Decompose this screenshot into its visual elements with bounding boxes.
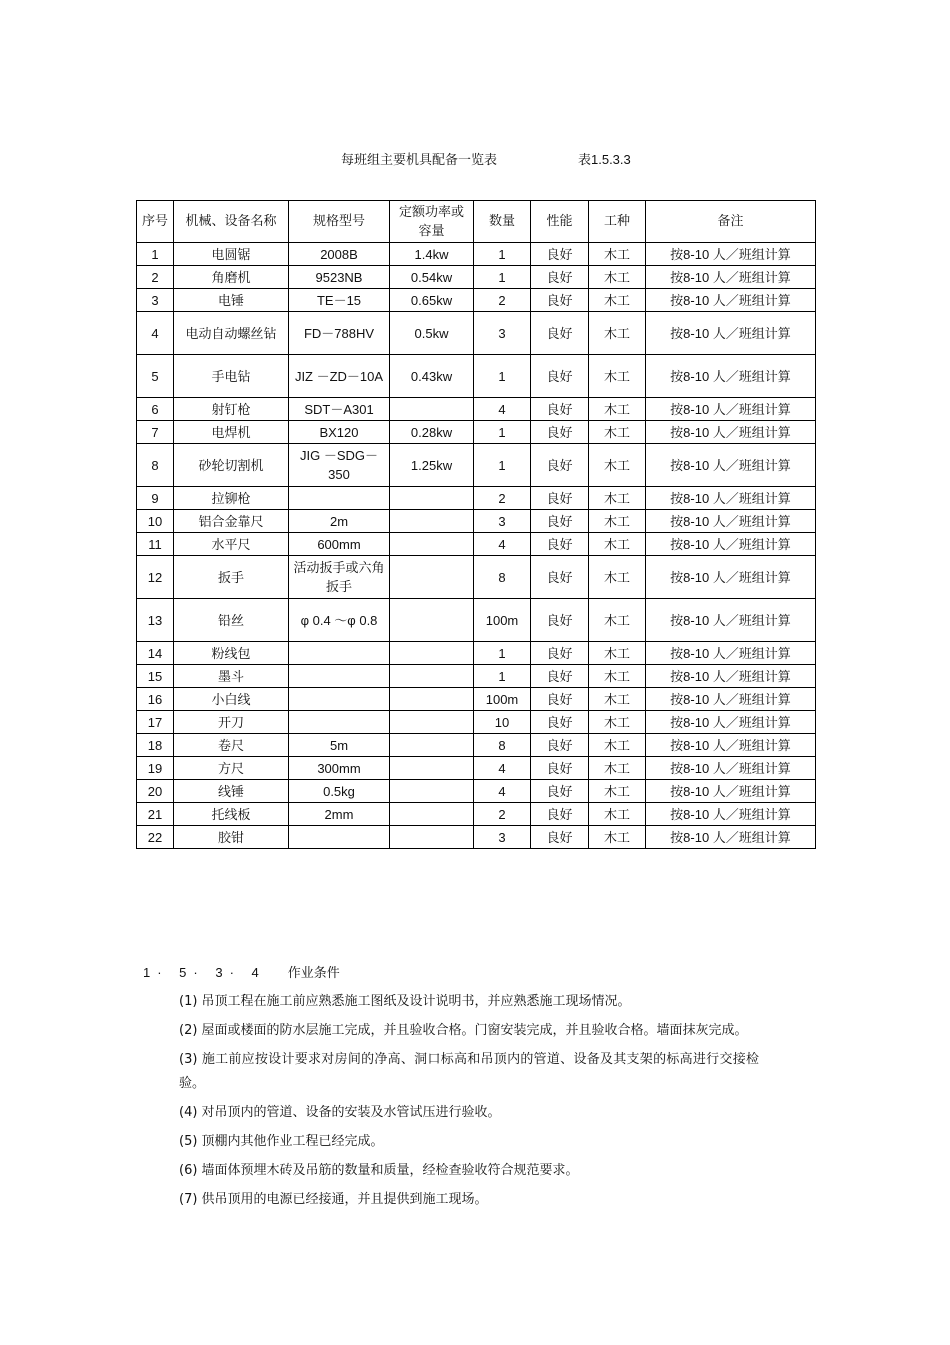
table-number: 表1.5.3.3	[578, 152, 631, 167]
table-cell: 1	[474, 444, 531, 487]
table-cell: 0.28kw	[390, 421, 474, 444]
table-cell: 良好	[531, 556, 589, 599]
table-cell	[390, 398, 474, 421]
table-cell: 按8-10 人／班组计算	[646, 421, 816, 444]
table-cell: 按8-10 人／班组计算	[646, 510, 816, 533]
table-cell: 按8-10 人／班组计算	[646, 556, 816, 599]
table-row	[137, 312, 816, 355]
table-cell	[289, 487, 390, 510]
table-row	[137, 444, 816, 487]
table-cell: 木工	[589, 599, 646, 642]
table-cell	[390, 487, 474, 510]
table-row	[137, 688, 816, 711]
header-cell: 备注	[646, 201, 816, 243]
table-cell: 铝合金靠尺	[174, 510, 289, 533]
table-row	[137, 421, 816, 444]
table-cell: 9	[137, 487, 174, 510]
table-cell: 开刀	[174, 711, 289, 734]
table-cell: 良好	[531, 289, 589, 312]
table-cell: 2m	[289, 510, 390, 533]
table-cell: 良好	[531, 266, 589, 289]
table-cell: 木工	[589, 757, 646, 780]
table-row	[137, 826, 816, 849]
table-row	[137, 757, 816, 780]
table-cell: 14	[137, 642, 174, 665]
table-cell: 按8-10 人／班组计算	[646, 533, 816, 556]
table-row	[137, 398, 816, 421]
table-cell	[390, 665, 474, 688]
table-cell: 20	[137, 780, 174, 803]
conditions-list	[179, 990, 759, 1217]
table-cell: 电圆锯	[174, 243, 289, 266]
table-cell: 2	[474, 487, 531, 510]
table-cell: 100m	[474, 688, 531, 711]
table-header-row	[137, 201, 816, 243]
table-cell: 木工	[589, 803, 646, 826]
table-cell: 木工	[589, 444, 646, 487]
table-cell	[390, 734, 474, 757]
table-cell: 良好	[531, 312, 589, 355]
table-cell	[289, 711, 390, 734]
table-cell: 10	[474, 711, 531, 734]
table-row	[137, 556, 816, 599]
table-cell: 木工	[589, 533, 646, 556]
table-cell: 木工	[589, 826, 646, 849]
table-cell	[390, 510, 474, 533]
table-cell: 按8-10 人／班组计算	[646, 757, 816, 780]
table-row	[137, 243, 816, 266]
table-cell: 2008B	[289, 243, 390, 266]
table-cell: 良好	[531, 734, 589, 757]
table-cell: 木工	[589, 355, 646, 398]
table-cell: 粉线包	[174, 642, 289, 665]
table-cell: 木工	[589, 665, 646, 688]
table-cell: 良好	[531, 711, 589, 734]
condition-item: (4) 对吊顶内的管道、设备的安装及水管试压进行验收。	[179, 1105, 501, 1120]
table-cell: 100m	[474, 599, 531, 642]
table-cell: 按8-10 人／班组计算	[646, 243, 816, 266]
table-cell: 木工	[589, 688, 646, 711]
table-cell: BX120	[289, 421, 390, 444]
table-row	[137, 487, 816, 510]
table-cell: 良好	[531, 444, 589, 487]
condition-item: (3) 施工前应按设计要求对房间的净高、洞口标高和吊顶内的管道、设备及其支架的标高进行交接检验。	[179, 1052, 759, 1091]
table-cell: 6	[137, 398, 174, 421]
table-cell: 良好	[531, 757, 589, 780]
table-cell: 墨斗	[174, 665, 289, 688]
table-cell: 手电钻	[174, 355, 289, 398]
table-cell: 18	[137, 734, 174, 757]
table-cell: 良好	[531, 642, 589, 665]
table-row	[137, 711, 816, 734]
table-cell: 8	[474, 734, 531, 757]
table-cell: 托线板	[174, 803, 289, 826]
table-cell: 3	[474, 510, 531, 533]
table-cell	[390, 780, 474, 803]
header-cell: 工种	[589, 201, 646, 243]
table-cell	[289, 642, 390, 665]
table-cell: 0.5kw	[390, 312, 474, 355]
table-cell: 木工	[589, 289, 646, 312]
table-cell: 按8-10 人／班组计算	[646, 665, 816, 688]
table-cell: 按8-10 人／班组计算	[646, 803, 816, 826]
table-cell: 按8-10 人／班组计算	[646, 780, 816, 803]
table-cell: 15	[137, 665, 174, 688]
table-cell: 按8-10 人／班组计算	[646, 711, 816, 734]
table-cell: 按8-10 人／班组计算	[646, 289, 816, 312]
table-cell: SDT－A301	[289, 398, 390, 421]
table-cell: 拉铆枪	[174, 487, 289, 510]
table-cell: 1	[474, 421, 531, 444]
table-cell: 19	[137, 757, 174, 780]
table-cell: 300mm	[289, 757, 390, 780]
header-cell: 定额功率或容量	[390, 201, 474, 243]
header-cell: 性能	[531, 201, 589, 243]
table-row	[137, 599, 816, 642]
table-cell: 0.5kg	[289, 780, 390, 803]
table-row	[137, 665, 816, 688]
table-cell: 木工	[589, 487, 646, 510]
table-cell: 1.25kw	[390, 444, 474, 487]
table-cell: 卷尺	[174, 734, 289, 757]
table-cell: 良好	[531, 510, 589, 533]
table-cell: 良好	[531, 487, 589, 510]
table-cell: 铅丝	[174, 599, 289, 642]
table-cell: 0.65kw	[390, 289, 474, 312]
table-cell	[390, 803, 474, 826]
table-caption	[0, 149, 950, 169]
table-cell: 3	[137, 289, 174, 312]
table-cell: 7	[137, 421, 174, 444]
table-cell: 13	[137, 599, 174, 642]
table-cell: 1	[474, 243, 531, 266]
table-cell: 木工	[589, 398, 646, 421]
table-cell: 良好	[531, 421, 589, 444]
table-cell: JIZ －ZD－10A	[289, 355, 390, 398]
table-cell: 线锤	[174, 780, 289, 803]
table-cell: 良好	[531, 243, 589, 266]
table-cell: 8	[137, 444, 174, 487]
table-cell: 5	[137, 355, 174, 398]
table-cell	[390, 642, 474, 665]
table-cell: 按8-10 人／班组计算	[646, 688, 816, 711]
table-cell: 良好	[531, 533, 589, 556]
table-cell: 按8-10 人／班组计算	[646, 355, 816, 398]
table-cell: 木工	[589, 734, 646, 757]
table-cell: 木工	[589, 243, 646, 266]
table-cell	[390, 556, 474, 599]
table-cell: 10	[137, 510, 174, 533]
table-cell: 电锤	[174, 289, 289, 312]
table-cell: 良好	[531, 398, 589, 421]
table-cell: 良好	[531, 688, 589, 711]
table-cell: 按8-10 人／班组计算	[646, 487, 816, 510]
table-cell	[390, 826, 474, 849]
table-row	[137, 510, 816, 533]
table-cell: 9523NB	[289, 266, 390, 289]
condition-item: (5) 顶棚内其他作业工程已经完成。	[179, 1134, 384, 1149]
table-cell: 砂轮切割机	[174, 444, 289, 487]
section-title: 作业条件	[287, 966, 340, 981]
table-cell: 4	[474, 398, 531, 421]
table-cell: 11	[137, 533, 174, 556]
table-cell: 良好	[531, 599, 589, 642]
table-cell: 1	[474, 665, 531, 688]
table-cell: 17	[137, 711, 174, 734]
table-cell: 木工	[589, 510, 646, 533]
table-cell: 1.4kw	[390, 243, 474, 266]
table-cell: 2mm	[289, 803, 390, 826]
table-cell: 良好	[531, 803, 589, 826]
table-cell: 4	[137, 312, 174, 355]
table-row	[137, 803, 816, 826]
table-cell: 5m	[289, 734, 390, 757]
table-cell: 1	[474, 266, 531, 289]
table-cell: 木工	[589, 556, 646, 599]
table-cell: 3	[474, 312, 531, 355]
table-cell: 木工	[589, 711, 646, 734]
table-cell: 3	[474, 826, 531, 849]
table-row	[137, 289, 816, 312]
table-cell: 小白线	[174, 688, 289, 711]
table-row	[137, 780, 816, 803]
table-cell: 21	[137, 803, 174, 826]
table-cell: 12	[137, 556, 174, 599]
table-cell	[390, 533, 474, 556]
table-cell: 600mm	[289, 533, 390, 556]
table-title: 每班组主要机具配备一览表	[341, 153, 498, 168]
condition-item: (6) 墙面体预埋木砖及吊筋的数量和质量，经检查验收符合规范要求。	[179, 1163, 579, 1178]
table-cell	[390, 688, 474, 711]
table-cell: 方尺	[174, 757, 289, 780]
table-cell: 按8-10 人／班组计算	[646, 398, 816, 421]
table-cell: 1	[474, 355, 531, 398]
table-cell: 电动自动螺丝钻	[174, 312, 289, 355]
table-cell: 木工	[589, 266, 646, 289]
table-cell	[289, 688, 390, 711]
header-cell: 机械、设备名称	[174, 201, 289, 243]
table-cell: 按8-10 人／班组计算	[646, 599, 816, 642]
table-cell: 按8-10 人／班组计算	[646, 642, 816, 665]
table-row	[137, 266, 816, 289]
table-cell: 电焊机	[174, 421, 289, 444]
table-cell: 良好	[531, 665, 589, 688]
table-cell: 水平尺	[174, 533, 289, 556]
equipment-table	[136, 200, 816, 849]
header-cell: 序号	[137, 201, 174, 243]
table-cell: 2	[137, 266, 174, 289]
table-cell: 射钉枪	[174, 398, 289, 421]
table-cell: 良好	[531, 780, 589, 803]
table-cell: 扳手	[174, 556, 289, 599]
table-row	[137, 642, 816, 665]
table-cell: 按8-10 人／班组计算	[646, 734, 816, 757]
table-cell: 按8-10 人／班组计算	[646, 266, 816, 289]
table-cell: φ 0.4 ～φ 0.8	[289, 599, 390, 642]
table-cell	[390, 599, 474, 642]
table-cell: 1	[474, 642, 531, 665]
table-cell: 活动扳手或六角扳手	[289, 556, 390, 599]
condition-item: (1) 吊顶工程在施工前应熟悉施工图纸及设计说明书，并应熟悉施工现场情况。	[179, 994, 631, 1009]
table-cell: 4	[474, 533, 531, 556]
table-row	[137, 355, 816, 398]
table-cell: 8	[474, 556, 531, 599]
table-cell	[390, 757, 474, 780]
table-cell: 胶钳	[174, 826, 289, 849]
table-cell: 2	[474, 803, 531, 826]
table-row	[137, 533, 816, 556]
table-cell: 4	[474, 757, 531, 780]
table-cell: 16	[137, 688, 174, 711]
table-cell: 良好	[531, 355, 589, 398]
table-cell	[289, 665, 390, 688]
table-cell: 0.43kw	[390, 355, 474, 398]
table-cell: 按8-10 人／班组计算	[646, 444, 816, 487]
table-cell: 良好	[531, 826, 589, 849]
table-cell: 2	[474, 289, 531, 312]
table-cell: 22	[137, 826, 174, 849]
section-number: 1· 5· 3· 4	[143, 965, 266, 980]
condition-item: (7) 供吊顶用的电源已经接通，并且提供到施工现场。	[179, 1192, 488, 1207]
table-cell: 角磨机	[174, 266, 289, 289]
table-cell: TE－15	[289, 289, 390, 312]
table-cell: 0.54kw	[390, 266, 474, 289]
table-cell: 木工	[589, 642, 646, 665]
header-cell: 数量	[474, 201, 531, 243]
table-cell: 1	[137, 243, 174, 266]
table-cell: 按8-10 人／班组计算	[646, 826, 816, 849]
table-cell	[390, 711, 474, 734]
table-row	[137, 734, 816, 757]
table-cell: 木工	[589, 421, 646, 444]
table-cell: FD－788HV	[289, 312, 390, 355]
table-cell: 按8-10 人／班组计算	[646, 312, 816, 355]
table-cell: 木工	[589, 780, 646, 803]
section-heading	[143, 962, 340, 981]
table-cell: JIG －SDG－350	[289, 444, 390, 487]
table-cell	[289, 826, 390, 849]
condition-item: (2) 屋面或楼面的防水层施工完成，并且验收合格。门窗安装完成，并且验收合格。墙面抹灰完成。	[179, 1023, 748, 1038]
header-cell: 规格型号	[289, 201, 390, 243]
table-cell: 4	[474, 780, 531, 803]
table-cell: 木工	[589, 312, 646, 355]
